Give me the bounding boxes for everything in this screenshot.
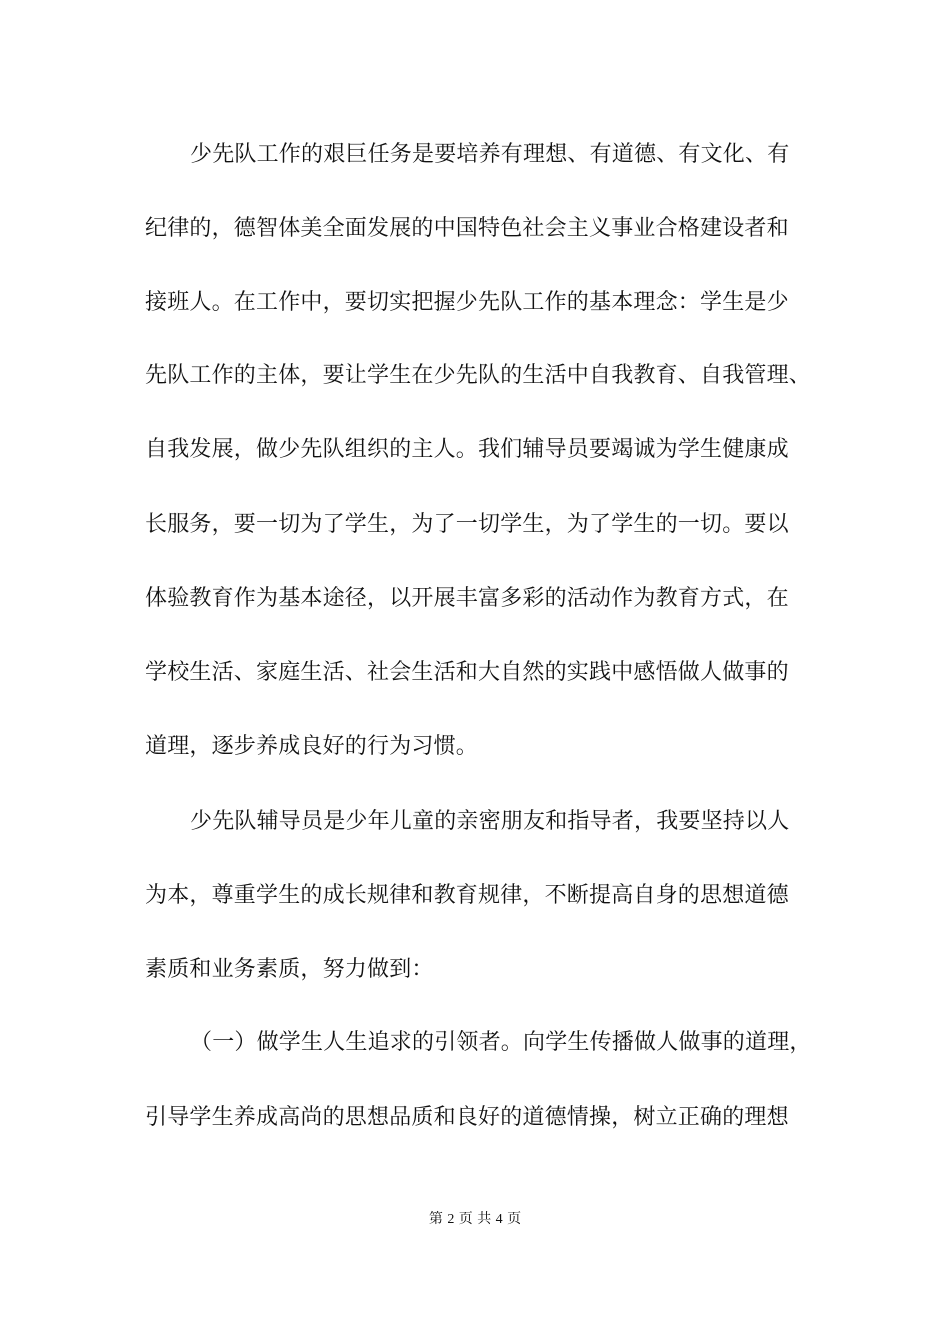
footer-prefix: 第 — [428, 1211, 443, 1227]
text-line: 引导学生养成高尚的思想品质和良好的道德情操，树立正确的理想 — [145, 1105, 789, 1130]
text-line: 道理，逐步养成良好的行为习惯。 — [145, 734, 479, 759]
text-line: 长服务，要一切为了学生，为了一切学生，为了学生的一切。要以 — [145, 512, 789, 537]
text-line: 为本，尊重学生的成长规律和教育规律，不断提高自身的思想道德 — [145, 883, 789, 908]
text-line: 先队工作的主体，要让学生在少先队的生活中自我教育、自我管理、 — [145, 363, 812, 388]
text-line: （一）做学生人生追求的引领者。向学生传播做人做事的道理， — [190, 1030, 812, 1055]
text-line: 自我发展，做少先队组织的主人。我们辅导员要竭诚为学生健康成 — [145, 437, 789, 462]
text-line: 少先队工作的艰巨任务是要培养有理想、有道德、有文化、有 — [190, 142, 790, 167]
footer-page-number: 2 — [447, 1212, 455, 1227]
footer-total-pages: 4 — [495, 1212, 503, 1227]
text-line: 体验教育作为基本途径，以开展丰富多彩的活动作为教育方式，在 — [145, 586, 789, 611]
text-line: 少先队辅导员是少年儿童的亲密朋友和指导者，我要坚持以人 — [190, 809, 790, 834]
text-line: 纪律的，德智体美全面发展的中国特色社会主义事业合格建设者和 — [145, 216, 789, 241]
footer-suffix: 页 — [507, 1211, 522, 1227]
text-line: 接班人。在工作中，要切实把握少先队工作的基本理念：学生是少 — [145, 290, 789, 315]
text-line: 学校生活、家庭生活、社会生活和大自然的实践中感悟做人做事的 — [145, 660, 789, 685]
page-footer — [0, 1209, 950, 1230]
text-line: 素质和业务素质，努力做到： — [145, 957, 434, 982]
footer-middle: 页 共 — [458, 1211, 492, 1227]
